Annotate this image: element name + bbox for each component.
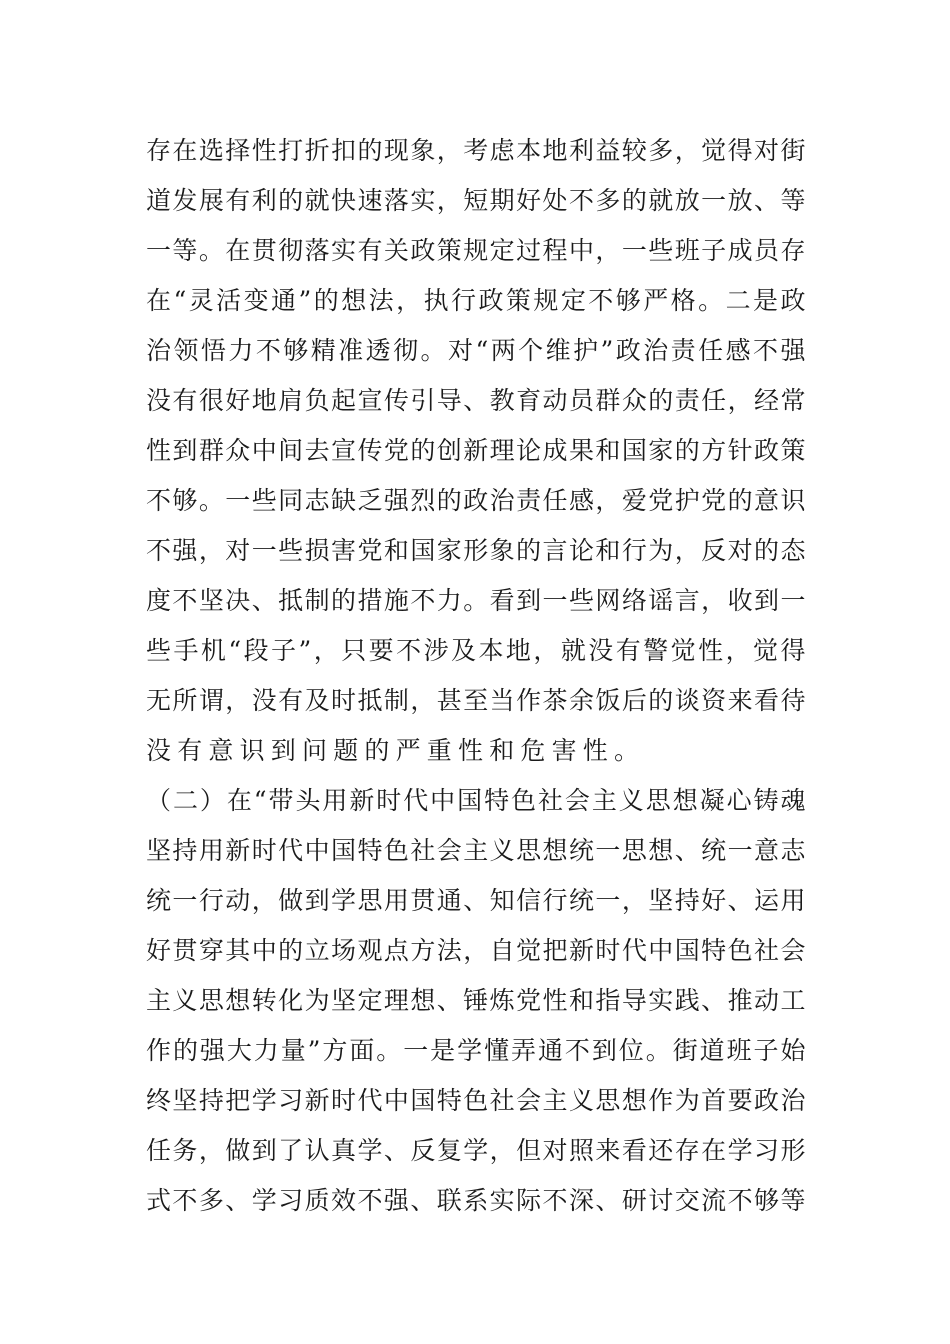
text-line-15: 坚持用新时代中国特色社会主义思想统一思想、统一意志 bbox=[146, 836, 806, 865]
text-line-18: 主义思想转化为坚定理想、锤炼党性和指导实践、推动工 bbox=[146, 986, 806, 1015]
text-line-6: 没有很好地肩负起宣传引导、教育动员群众的责任，经常 bbox=[146, 386, 806, 415]
text-line-12: 无所谓，没有及时抵制，甚至当作茶余饭后的谈资来看待 bbox=[146, 686, 806, 715]
section-heading-line: （二）在“带头用新时代中国特色社会主义思想凝心铸魂 bbox=[146, 786, 806, 815]
text-line-1: 存在选择性打折扣的现象，考虑本地利益较多，觉得对街 bbox=[146, 136, 806, 165]
text-line-16: 统一行动，做到学思用贯通、知信行统一，坚持好、运用 bbox=[146, 886, 806, 915]
text-line-7: 性到群众中间去宣传党的创新理论成果和国家的方针政策 bbox=[146, 436, 806, 465]
text-line-9: 不强，对一些损害党和国家形象的言论和行为，反对的态 bbox=[146, 536, 806, 565]
text-line-19: 作的强大力量”方面。一是学懂弄通不到位。街道班子始 bbox=[146, 1036, 806, 1065]
text-line-22: 式不多、学习质效不强、联系实际不深、研讨交流不够等 bbox=[146, 1186, 806, 1215]
text-line-17: 好贯穿其中的立场观点方法，自觉把新时代中国特色社会 bbox=[146, 936, 806, 965]
text-line-21: 任务，做到了认真学、反复学，但对照来看还存在学习形 bbox=[146, 1136, 806, 1165]
text-line-3: 一等。在贯彻落实有关政策规定过程中，一些班子成员存 bbox=[146, 236, 806, 265]
text-line-11: 些手机“段子”，只要不涉及本地，就没有警觉性，觉得 bbox=[146, 636, 806, 665]
text-line-13: 没有意识到问题的严重性和危害性。 bbox=[146, 736, 646, 765]
text-line-2: 道发展有利的就快速落实，短期好处不多的就放一放、等 bbox=[146, 186, 806, 215]
text-line-4: 在“灵活变通”的想法，执行政策规定不够严格。二是政 bbox=[146, 286, 806, 315]
text-line-20: 终坚持把学习新时代中国特色社会主义思想作为首要政治 bbox=[146, 1086, 806, 1115]
text-line-10: 度不坚决、抵制的措施不力。看到一些网络谣言，收到一 bbox=[146, 586, 806, 615]
text-line-5: 治领悟力不够精准透彻。对“两个维护”政治责任感不强 bbox=[146, 336, 806, 365]
text-line-8: 不够。一些同志缺乏强烈的政治责任感，爱党护党的意识 bbox=[146, 486, 806, 515]
